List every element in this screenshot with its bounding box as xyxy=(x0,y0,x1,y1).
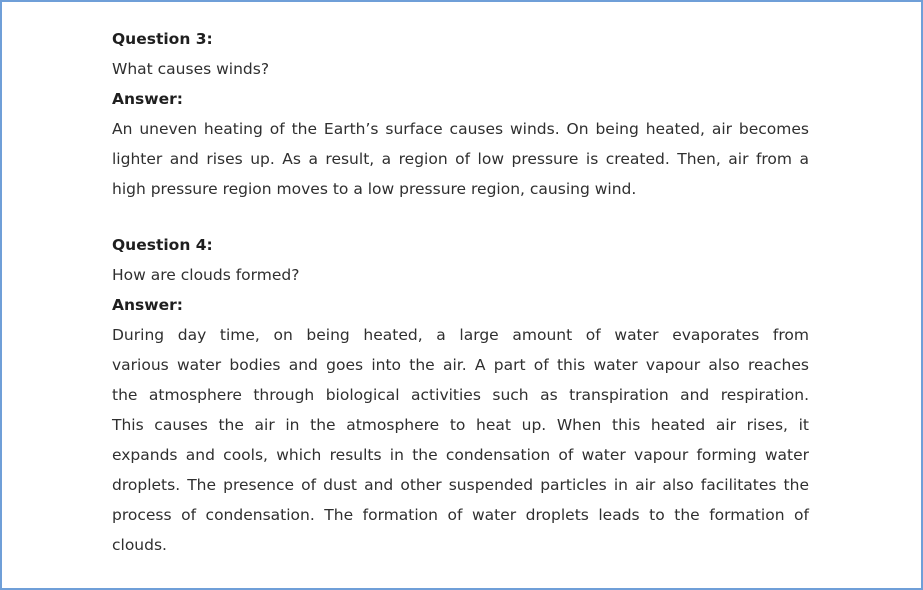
answer-line: high pressure region moves to a low pressure region, causing wind. xyxy=(112,180,637,198)
question-4-block xyxy=(112,230,809,560)
question-text: How are clouds formed? xyxy=(112,266,300,284)
question-label: Question 4: xyxy=(112,236,213,254)
answer-label: Answer: xyxy=(112,90,183,108)
qa-content xyxy=(112,24,809,560)
answer-line: clouds. xyxy=(112,536,167,554)
question-label: Question 3: xyxy=(112,30,213,48)
answer-text xyxy=(112,114,809,204)
question-text: What causes winds? xyxy=(112,60,270,78)
answer-line: An uneven heating of the Earth’s surface causes winds. On being heated, air becomes xyxy=(112,120,809,138)
answer-line: This causes the air in the atmosphere to heat up. When this heated air rises, it xyxy=(112,416,809,434)
question-3-block xyxy=(112,24,809,204)
answer-line: During day time, on being heated, a large amount of water evaporates from xyxy=(112,326,809,344)
answer-line: expands and cools, which results in the condensation of water vapour forming water xyxy=(112,446,809,464)
answer-line: droplets. The presence of dust and other suspended particles in air also facilitates the xyxy=(112,476,809,494)
answer-line: the atmosphere through biological activities such as transpiration and respiration. xyxy=(112,386,809,404)
answer-text xyxy=(112,320,809,560)
answer-line: various water bodies and goes into the air. A part of this water vapour also reaches xyxy=(112,356,809,374)
answer-label: Answer: xyxy=(112,296,183,314)
answer-line: process of condensation. The formation of water droplets leads to the formation of xyxy=(112,506,809,524)
answer-line: lighter and rises up. As a result, a region of low pressure is created. Then, air from a xyxy=(112,150,809,168)
